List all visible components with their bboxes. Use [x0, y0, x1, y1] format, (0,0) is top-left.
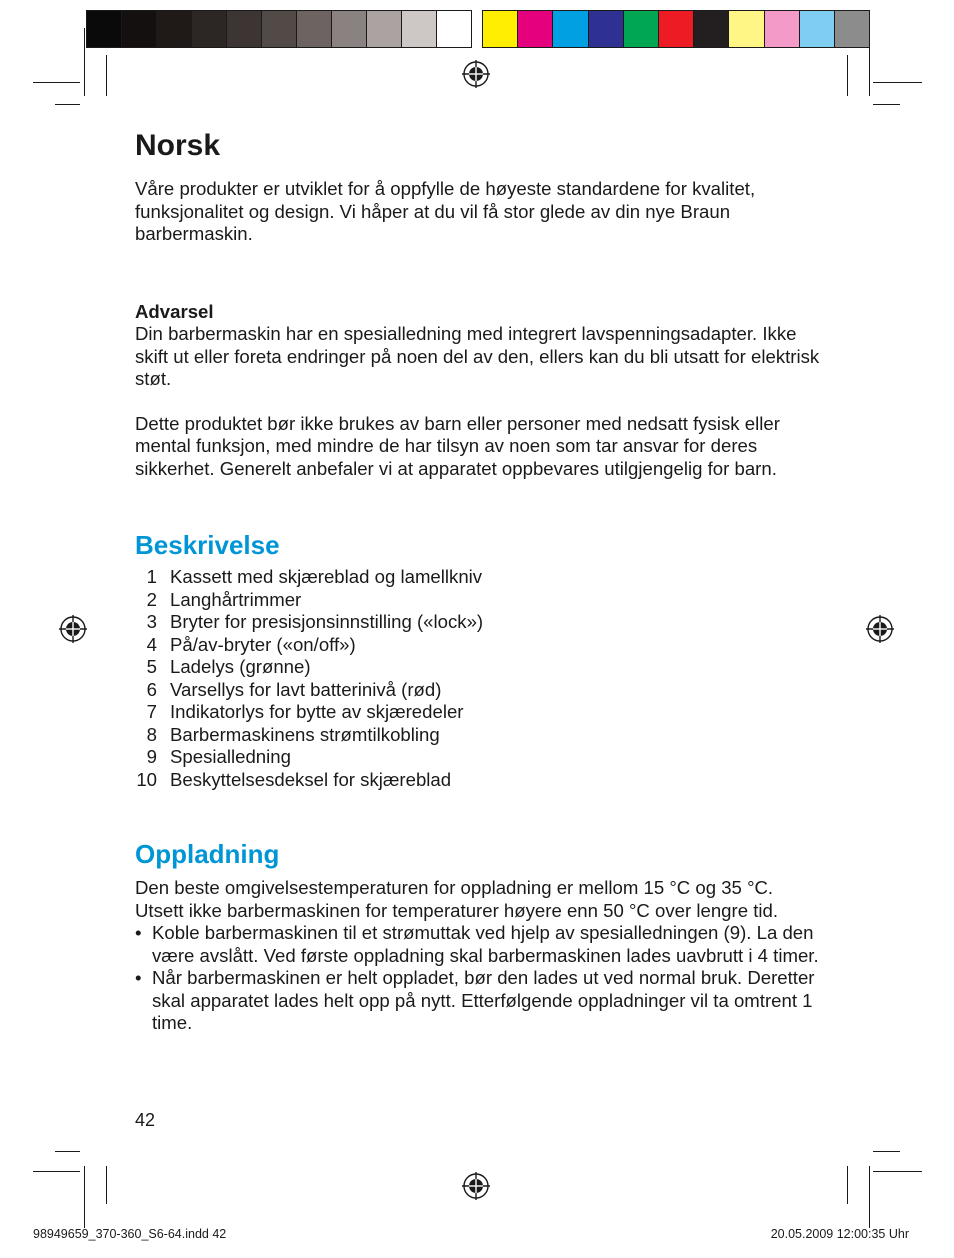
warning-paragraph: Dette produktet bør ikke brukes av barn eller personer med nedsatt fysisk eller mental funksjon, med mindre de har tilsyn av noen som tar ansvar for deres sikkerhet. Generelt anbefaler vi at apparatet oppbevares utilgjengelig for barn. [135, 412, 780, 479]
registration-mark-icon [866, 615, 894, 643]
section-heading-charging: Oppladning [135, 839, 280, 869]
parts-list [135, 566, 825, 791]
crop-mark [33, 82, 80, 83]
color-swatch [834, 11, 869, 47]
color-swatch [296, 11, 331, 47]
color-swatch [588, 11, 623, 47]
crop-mark [33, 1171, 80, 1172]
crop-mark [873, 104, 900, 105]
page-content [135, 126, 825, 1035]
crop-mark [847, 55, 848, 96]
color-swatch [121, 11, 156, 47]
charging-bullets [135, 922, 825, 1035]
color-swatch [728, 11, 763, 47]
crop-mark [869, 1166, 870, 1228]
footer-timestamp: 20.05.2009 12:00:35 Uhr [770, 1227, 909, 1241]
color-swatch [693, 11, 728, 47]
color-swatch [799, 11, 834, 47]
page-title: Norsk [135, 129, 221, 162]
intro-paragraph: Våre produkter er utviklet for å oppfylle de høyeste standardene for kvalitet, funksjonalitet og design. Vi håper at du vil få stor glede av din nye Braun barbermaskin. [135, 178, 756, 244]
crop-mark [55, 1151, 80, 1152]
color-swatch [366, 11, 401, 47]
registration-mark-icon [59, 615, 87, 643]
color-swatch [517, 11, 552, 47]
color-swatch [436, 11, 471, 47]
color-swatch [483, 11, 517, 47]
bullet-icon: • [135, 922, 142, 943]
color-swatch [658, 11, 693, 47]
section-heading-description: Beskrivelse [135, 530, 280, 560]
list-item: 5 Ladelys (grønne) [146, 656, 311, 677]
color-swatch [226, 11, 261, 47]
color-swatch [764, 11, 799, 47]
color-swatch [552, 11, 587, 47]
list-item: 2 Langhårtrimmer [146, 588, 302, 610]
list-item: 8 Barbermaskinens strømtilkobling [146, 723, 440, 745]
color-swatch [191, 11, 226, 47]
registration-mark-icon [462, 1172, 490, 1200]
list-item: 3 Bryter for presisjonsinnstilling («lock») [146, 611, 484, 632]
color-swatch [401, 11, 436, 47]
charging-paragraph: Den beste omgivelsestemperaturen for oppladning er mellom 15 °C og 35 °C. Utsett ikke barbermaskinen for temperaturer høyere enn 50 °C over lengre tid. [135, 877, 779, 921]
list-item: 4 På/av-bryter («on/off») [146, 633, 356, 655]
warning-paragraph: Din barbermaskin har en spesialledning med integrert lavspenningsadapter. Ikke skift ut eller foreta endringer på noen del av den, ellers kan du bli utsatt for elektrisk støt. [135, 323, 820, 389]
color-swatch [623, 11, 658, 47]
crop-mark [55, 104, 80, 105]
bullet-icon: • [135, 967, 142, 988]
crop-mark [873, 1151, 900, 1152]
color-swatch [261, 11, 296, 47]
list-item: 10 Beskyttelsesdeksel for skjæreblad [136, 768, 452, 790]
list-item: 1 Kassett med skjæreblad og lamellkniv [146, 566, 483, 587]
crop-mark [84, 28, 85, 96]
color-swatch [87, 11, 121, 47]
crop-mark [847, 1166, 848, 1204]
page-number: 42 [135, 1110, 156, 1130]
color-swatch [156, 11, 191, 47]
crop-mark [84, 1166, 85, 1228]
warning-heading: Advarsel [135, 300, 214, 322]
registration-mark-icon [462, 60, 490, 88]
list-item: 6 Varsellys for lavt batterinivå (rød) [146, 678, 442, 700]
color-swatch [331, 11, 366, 47]
list-item: • Når barbermaskinen er helt oppladet, bør den lades ut ved normal bruk. Deretter skal apparatet lades helt opp på nytt. Etterfølgende oppladninger vil ta omtrent 1 time. [135, 967, 815, 1033]
crop-mark [869, 28, 870, 96]
crop-mark [873, 1171, 922, 1172]
footer-filename: 98949659_370-360_S6-64.indd 42 [33, 1227, 227, 1241]
list-item: 9 Spesialledning [146, 746, 291, 767]
crop-mark [106, 1166, 107, 1204]
crop-mark [873, 82, 922, 83]
list-item: 7 Indikatorlys for bytte av skjæredeler [146, 701, 464, 722]
color-calibration-bar [482, 10, 870, 48]
grayscale-calibration-bar [86, 10, 472, 48]
list-item: • Koble barbermaskinen til et strømuttak ved hjelp av spesialledningen (9). La den være avslått. Ved første oppladning skal barbermaskinen lades uavbrutt i 4 timer. [135, 922, 819, 966]
crop-mark [106, 55, 107, 96]
